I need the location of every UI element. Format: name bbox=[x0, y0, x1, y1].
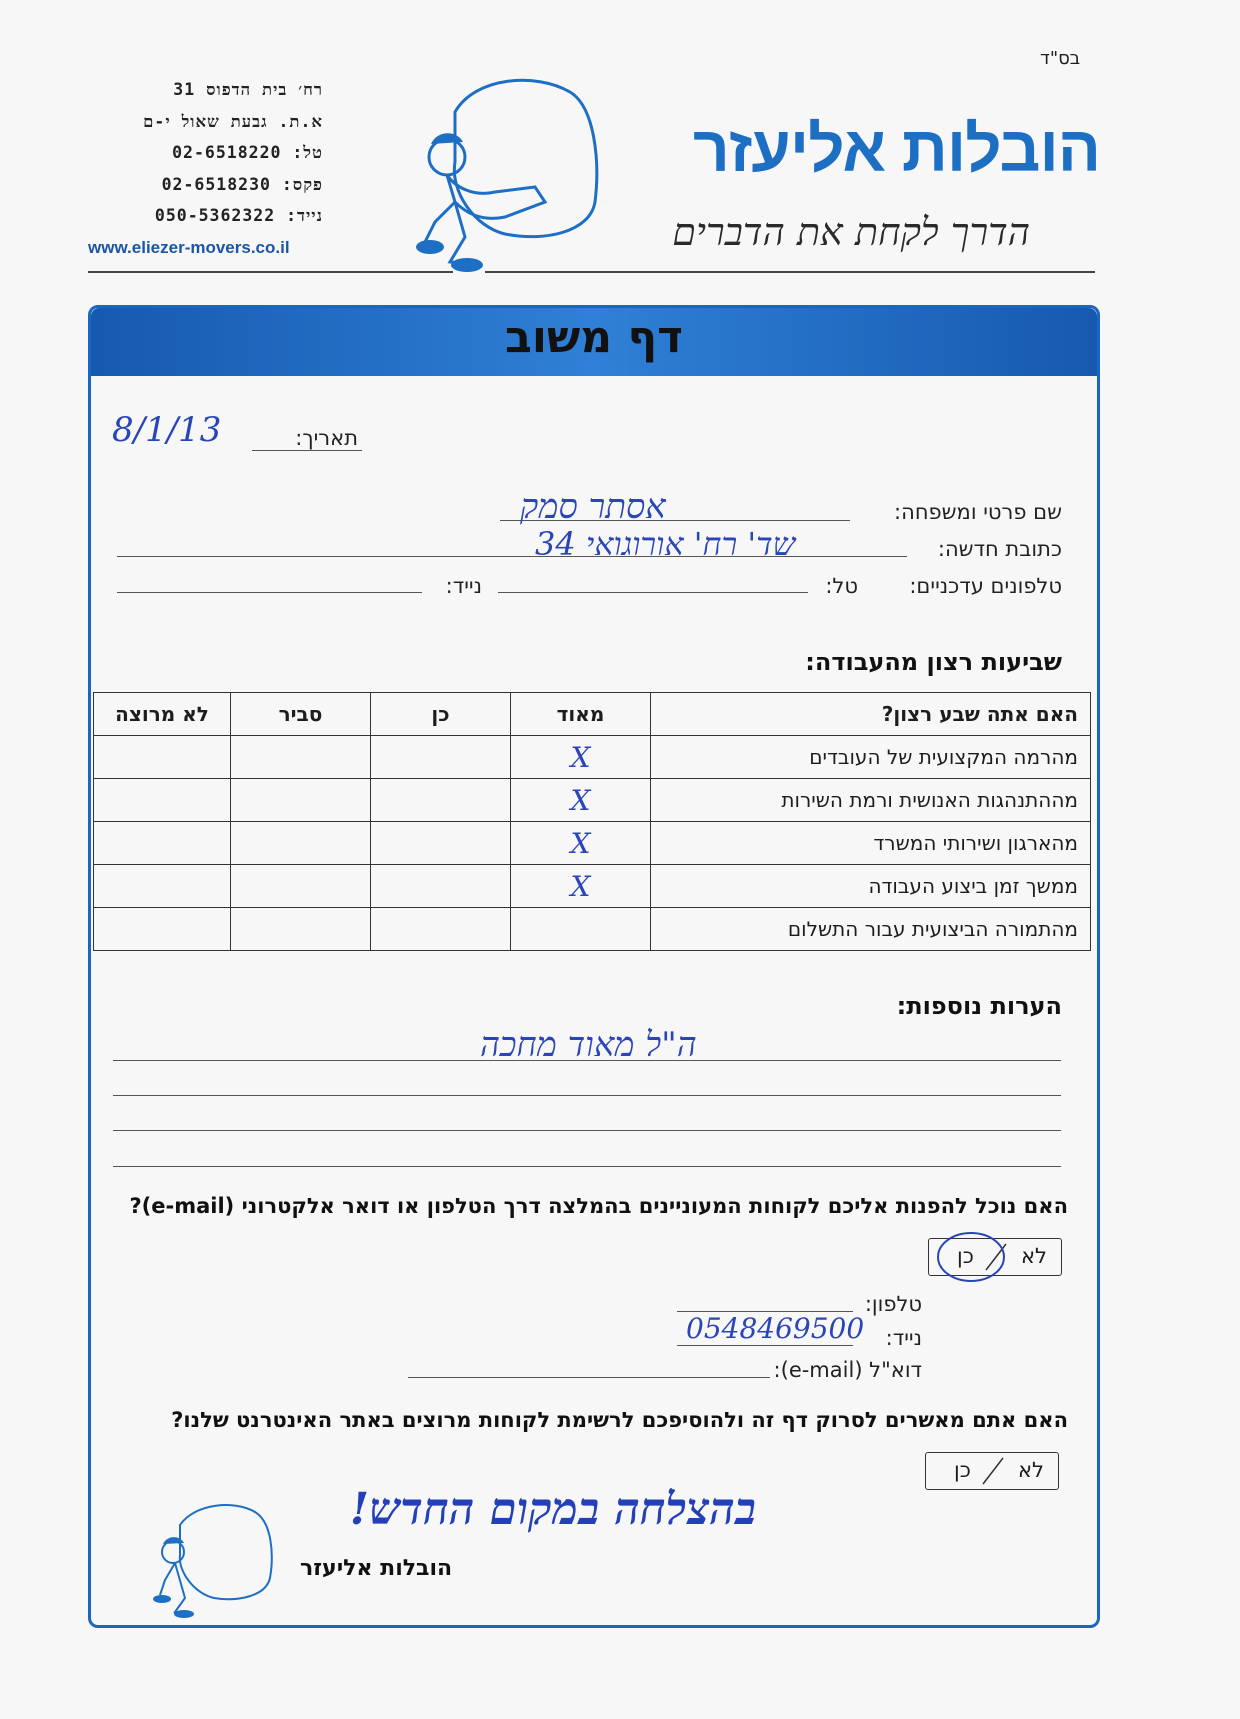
footer-slogan: בהצלחה במקום החדש! bbox=[349, 1484, 756, 1535]
reasonable-checkbox-cell[interactable] bbox=[231, 779, 371, 822]
unsatisfied-checkbox-cell[interactable] bbox=[94, 736, 231, 779]
yes-checkbox-cell[interactable] bbox=[371, 822, 511, 865]
fax-line: פקס: 02-6518230 bbox=[161, 174, 323, 194]
mover-mascot-logo bbox=[395, 72, 615, 277]
very-checkbox-cell[interactable]: X bbox=[511, 865, 651, 908]
address-value: שד' רח' אורוגואי 34 bbox=[535, 525, 796, 563]
yes-checkbox-cell[interactable] bbox=[371, 736, 511, 779]
no-option[interactable]: לא bbox=[1021, 1244, 1047, 1268]
date-value: 8/1/13 bbox=[112, 410, 222, 450]
satisfaction-heading: שביעות רצון מהעבודה: bbox=[805, 648, 1062, 676]
row-label: מהתמורה הביצועית עבור התשלום bbox=[651, 908, 1091, 951]
no-option[interactable]: לא bbox=[1018, 1458, 1044, 1482]
footer-brand: הובלות אליעזר bbox=[300, 1556, 453, 1581]
email-label: דוא"ל (e-mail): bbox=[773, 1358, 922, 1382]
contact-question: האם נוכל להפנות אליכם לקוחות המעוניינים בהמלצה דרך הטלפון או דואר אלקטרוני (e-mail)? bbox=[129, 1194, 1068, 1218]
table-header-row bbox=[94, 693, 1091, 736]
brand-name: הובלות אליעזר bbox=[693, 113, 1100, 185]
address-line: רח׳ בית הדפוס 31 bbox=[173, 80, 323, 99]
mobile-label: נייד: bbox=[445, 574, 482, 598]
address-line: א.ת. גבעת שאול י-ם bbox=[143, 111, 323, 131]
reasonable-checkbox-cell[interactable] bbox=[231, 736, 371, 779]
notes-line[interactable] bbox=[113, 1095, 1061, 1096]
name-label: שם פרטי ומשפחה: bbox=[894, 500, 1062, 524]
form-title: דף משוב bbox=[504, 312, 684, 363]
yes-circled-mark bbox=[931, 1225, 1011, 1287]
date-field[interactable] bbox=[252, 450, 362, 451]
yes-option[interactable]: כן bbox=[957, 1244, 974, 1268]
yes-checkbox-cell[interactable] bbox=[371, 779, 511, 822]
column-header: לא מרוצה bbox=[94, 693, 231, 736]
unsatisfied-checkbox-cell[interactable] bbox=[94, 822, 231, 865]
yes-checkbox-cell[interactable] bbox=[371, 908, 511, 951]
website-question: האם אתם מאשרים לסרוק דף זה ולהוסיפכם לרשימת לקוחות מרוצים באתר האינטרנט שלנו? bbox=[171, 1408, 1068, 1432]
contact-email-field[interactable] bbox=[408, 1377, 770, 1378]
row-label: מהרמה המקצועית של העובדים bbox=[651, 736, 1091, 779]
very-checkbox-cell[interactable]: X bbox=[511, 822, 651, 865]
notes-line[interactable] bbox=[113, 1166, 1061, 1167]
website-yes-no-box[interactable] bbox=[925, 1452, 1059, 1490]
reasonable-checkbox-cell[interactable] bbox=[231, 865, 371, 908]
mover-mascot-small-logo bbox=[140, 1500, 275, 1620]
unsatisfied-checkbox-cell[interactable] bbox=[94, 779, 231, 822]
brand-slogan: הדרך לקחת את הדברים bbox=[672, 210, 1030, 254]
yes-checkbox-cell[interactable] bbox=[371, 865, 511, 908]
row-label: מההתנהגות האנושית ורמת השירות bbox=[651, 779, 1091, 822]
column-header: כן bbox=[371, 693, 511, 736]
header-divider-left bbox=[88, 271, 453, 273]
date-label: תאריך: bbox=[295, 426, 358, 450]
bsd-mark: בס"ד bbox=[1040, 48, 1081, 69]
reasonable-checkbox-cell[interactable] bbox=[231, 822, 371, 865]
mobile-line: נייד: 050-5362322 bbox=[154, 206, 323, 225]
row-label: מהארגון ושירותי המשרד bbox=[651, 822, 1091, 865]
phone-line: טל: 02-6518220 bbox=[172, 143, 323, 162]
row-label: ממשך זמן ביצוע העבודה bbox=[651, 865, 1091, 908]
tel-label: טל: bbox=[825, 574, 858, 598]
table-row bbox=[94, 865, 1091, 908]
contact-mobile-value: 0548469500 bbox=[686, 1312, 865, 1345]
tel-field[interactable] bbox=[498, 592, 808, 593]
column-header: מאוד bbox=[511, 693, 651, 736]
phone-label: טלפון: bbox=[864, 1292, 922, 1316]
contact-mobile-label: נייד: bbox=[885, 1326, 922, 1350]
table-row bbox=[94, 908, 1091, 951]
reasonable-checkbox-cell[interactable] bbox=[231, 908, 371, 951]
very-checkbox-cell[interactable]: X bbox=[511, 736, 651, 779]
yes-option[interactable]: כן bbox=[954, 1458, 971, 1482]
header-divider-right bbox=[485, 271, 1095, 273]
notes-line[interactable] bbox=[113, 1130, 1061, 1131]
unsatisfied-checkbox-cell[interactable] bbox=[94, 865, 231, 908]
contact-yes-no-box[interactable] bbox=[928, 1238, 1062, 1276]
table-row bbox=[94, 779, 1091, 822]
table-row bbox=[94, 736, 1091, 779]
contact-mobile-field[interactable] bbox=[677, 1345, 853, 1346]
phones-label: טלפונים עדכניים: bbox=[909, 574, 1062, 598]
company-address-block bbox=[88, 74, 323, 263]
very-checkbox-cell[interactable] bbox=[511, 908, 651, 951]
satisfaction-table bbox=[93, 692, 1091, 951]
notes-heading: הערות נוספות: bbox=[896, 992, 1062, 1020]
column-header: סביר bbox=[231, 693, 371, 736]
very-checkbox-cell[interactable]: X bbox=[511, 779, 651, 822]
website-link[interactable]: www.eliezer-movers.co.il bbox=[88, 237, 290, 257]
address-label: כתובת חדשה: bbox=[937, 537, 1062, 561]
notes-handwritten: ה"ל מאוד מחכה bbox=[480, 1025, 697, 1065]
notes-line[interactable] bbox=[113, 1060, 1061, 1061]
column-header: האם אתה שבע רצון? bbox=[651, 693, 1091, 736]
slash-divider bbox=[978, 1455, 1008, 1487]
name-value: אסתר סמק bbox=[520, 487, 666, 527]
mobile-field[interactable] bbox=[117, 592, 422, 593]
table-row bbox=[94, 822, 1091, 865]
unsatisfied-checkbox-cell[interactable] bbox=[94, 908, 231, 951]
